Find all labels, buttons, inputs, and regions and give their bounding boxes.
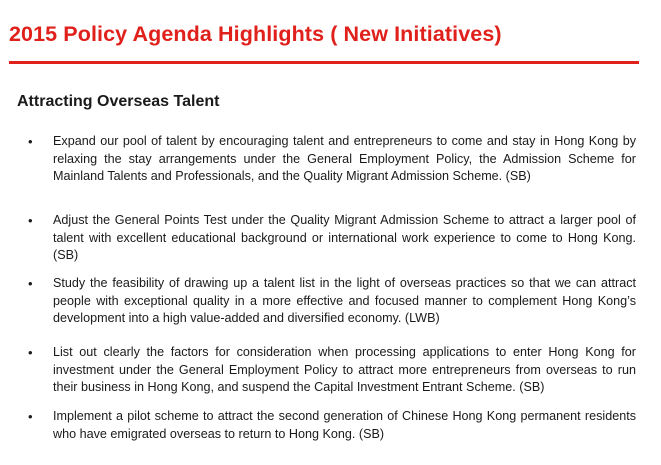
- bullet-text: Adjust the General Points Test under the Quality Migrant Admission Scheme to attract a larger pool of talent with excellent educational background or international work experience to come to Hong Kong. (SB): [53, 213, 636, 262]
- bullet-dot-icon: •: [28, 409, 33, 424]
- bullet-text: List out clearly the factors for consideration when processing applications to enter Hong Kong for investment under the General Employment Policy to attract more entrepreneurs from overseas to run their business in Hong Kong, and suspend the Capital Investment Entrant Scheme. (SB): [53, 345, 636, 394]
- bullet-text: Expand our pool of talent by encouraging talent and entrepreneurs to come and stay in Hong Kong by relaxing the stay arrangements under the General Employment Policy, the Admission Scheme for Mainland Talents and Professionals, and the Quality Migrant Admission Scheme. (SB): [53, 134, 636, 183]
- section-heading: Attracting Overseas Talent: [17, 93, 220, 110]
- bullet-text: Study the feasibility of drawing up a talent list in the light of overseas practices so that we can attract people with exceptional quality in a more effective and focused manner to complement Hong Kong’s development into a high value-added and diversified economy. (LWB): [53, 276, 636, 325]
- title-divider: [9, 61, 639, 64]
- bullet-dot-icon: •: [28, 213, 33, 228]
- document-title: 2015 Policy Agenda Highlights ( New Initiatives): [9, 22, 502, 46]
- bullet-dot-icon: •: [28, 134, 33, 149]
- bullet-text: Implement a pilot scheme to attract the second generation of Chinese Hong Kong permanent residents who have emigrated overseas to return to Hong Kong. (SB): [53, 409, 636, 441]
- bullet-dot-icon: •: [28, 345, 33, 360]
- bullet-dot-icon: •: [28, 276, 33, 291]
